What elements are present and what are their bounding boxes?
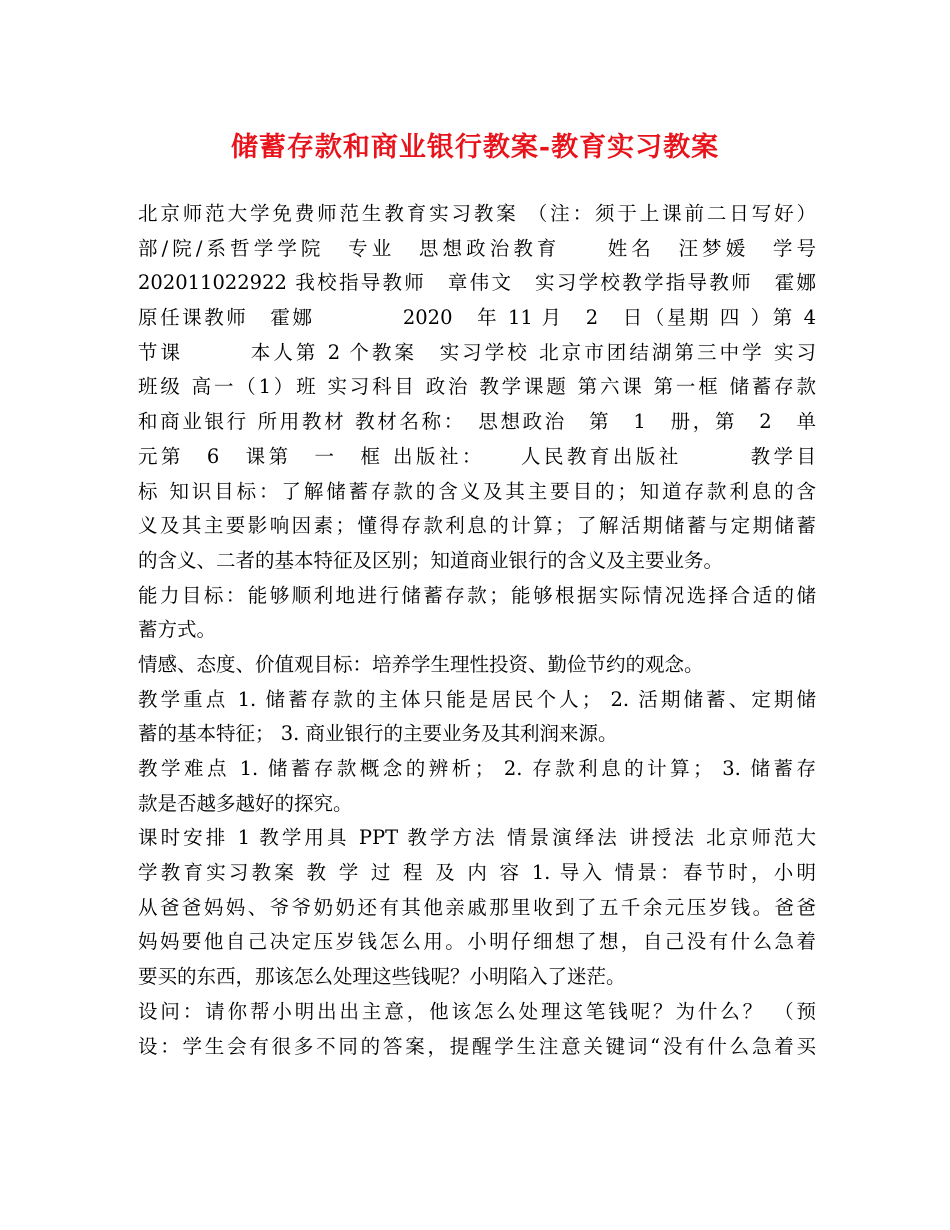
body-line: 学教育实习教案 教 学 过 程 及 内 容 1. 导入 情景：春节时，小明 — [138, 861, 816, 885]
body-line: 元第 6 课第 一 框 出版社： 人民教育出版社 教学目 — [138, 444, 816, 468]
body-line: 设：学生会有很多不同的答案，提醒学生注意关键词“没有什么急着买 — [138, 1034, 816, 1058]
body-line: 从爸爸妈妈、爷爷奶奶还有其他亲戚那里收到了五千余元压岁钱。爸爸 — [138, 895, 816, 919]
document-title: 储蓄存款和商业银行教案-教育实习教案 — [230, 132, 720, 163]
body-line: 部/院/系哲学学院 专业 思想政治教育 姓名 汪梦媛 学号 — [138, 236, 816, 260]
body-line: 节课 本人第 2 个教案 实习学校 北京市团结湖第三中学 实习 — [138, 340, 816, 364]
body-line: 课时安排 1 教学用具 PPT 教学方法 情景演绎法 讲授法 北京师范大 — [138, 826, 816, 850]
body-line: 的含义、二者的基本特征及区别；知道商业银行的含义及主要业务。 — [138, 548, 724, 572]
body-line: 蓄方式。 — [138, 618, 217, 642]
body-line: 和商业银行 所用教材 教材名称： 思想政治 第 1 册，第 2 单 — [138, 410, 816, 434]
body-line: 原任课教师 霍娜 2020 年 11 月 2 日（星期 四 ）第 4 — [138, 306, 816, 330]
body-line: 情感、态度、价值观目标：培养学生理性投资、勤俭节约的观念。 — [138, 652, 704, 676]
body-line: 班级 高一（1）班 实习科目 政治 教学课题 第六课 第一框 储蓄存款 — [138, 375, 816, 399]
body-line: 标 知识目标：了解储蓄存款的含义及其主要目的；知道存款利息的含 — [138, 479, 816, 503]
body-line: 北京师范大学免费师范生教育实习教案 （注：须于上课前二日写好） — [138, 202, 816, 225]
body-line: 妈妈要他自己决定压岁钱怎么用。小明仔细想了想，自己没有什么急着 — [138, 930, 816, 954]
body-line: 能力目标：能够顺利地进行储蓄存款；能够根据实际情况选择合适的储 — [138, 583, 816, 607]
document-body — [138, 197, 816, 1064]
body-line: 教学重点 1. 储蓄存款的主体只能是居民个人； 2. 活期储蓄、定期储 — [138, 687, 816, 711]
body-line: 蓄的基本特征； 3. 商业银行的主要业务及其利润来源。 — [138, 722, 618, 746]
body-line: 教学难点 1. 储蓄存款概念的辨析； 2. 存款利息的计算； 3. 储蓄存 — [138, 757, 816, 780]
body-line: 202011022922 我校指导教师 章伟文 实习学校教学指导教师 霍娜 — [138, 271, 816, 295]
body-line: 义及其主要影响因素；懂得存款利息的计算；了解活期储蓄与定期储蓄 — [138, 514, 816, 538]
body-line: 要买的东西，那该怎么处理这些钱呢？小明陷入了迷茫。 — [138, 965, 626, 989]
body-line: 设问：请你帮小明出出主意，他该怎么处理这笔钱呢？为什么？ （预 — [138, 999, 816, 1023]
body-line: 款是否越多越好的探究。 — [138, 791, 353, 815]
